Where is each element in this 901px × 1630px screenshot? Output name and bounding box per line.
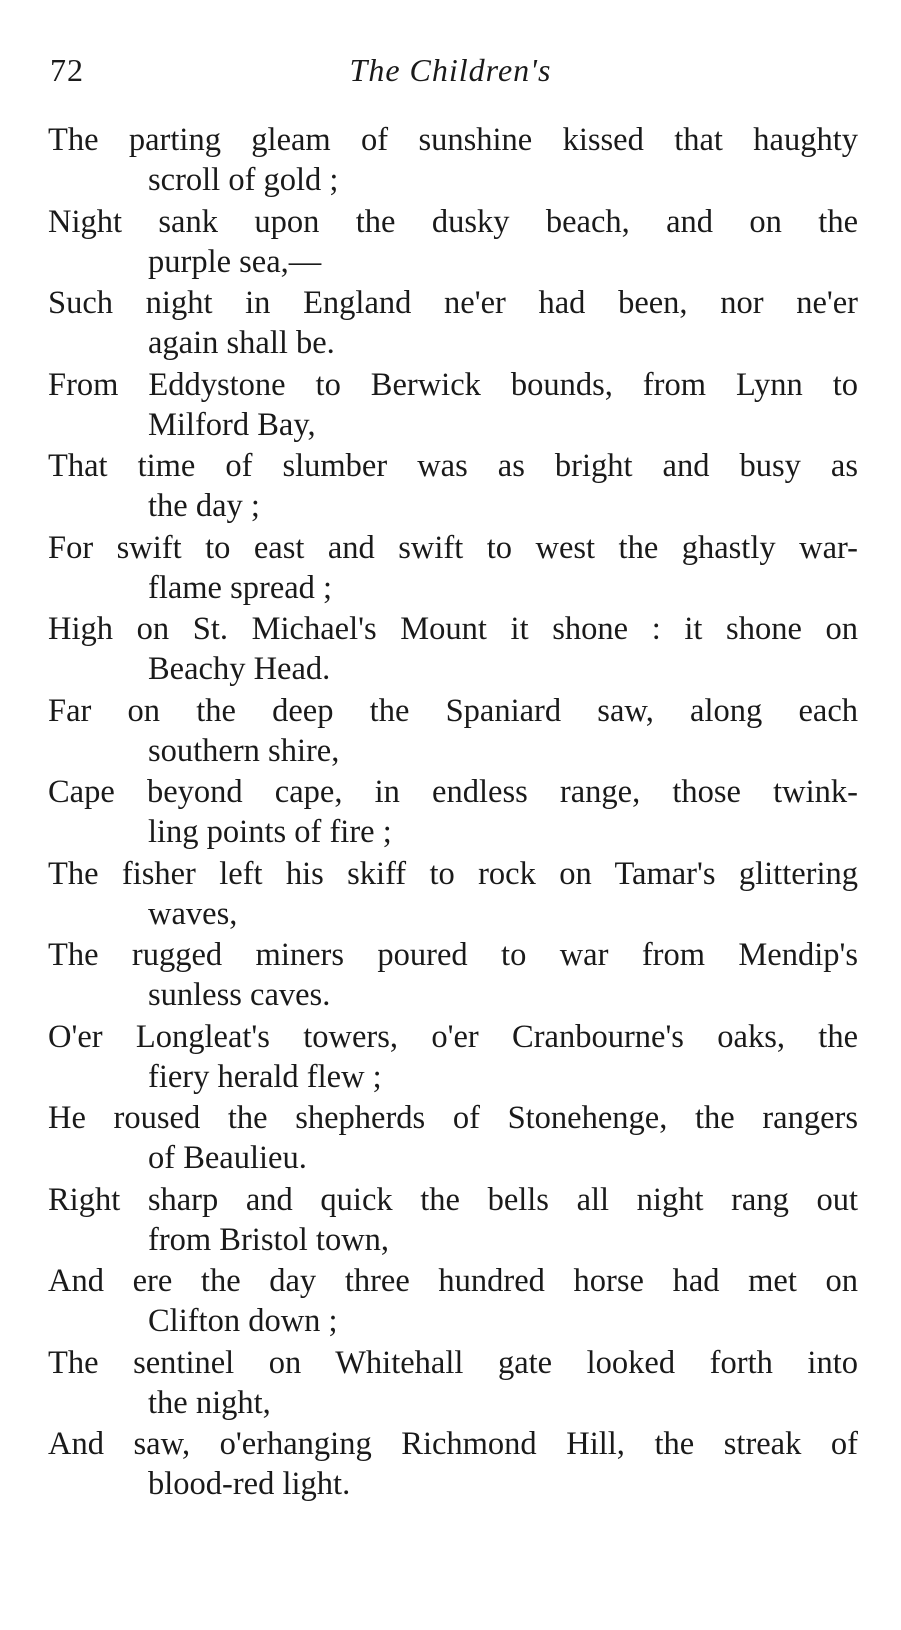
verse-line: For swift to east and swift to west the ghastly war- — [48, 529, 858, 566]
verse — [48, 935, 858, 1017]
verse-continuation: Beachy Head. — [148, 651, 331, 687]
verse — [48, 1180, 858, 1262]
verse-line: The fisher left his skiff to rock on Tamar's glittering — [48, 855, 858, 892]
verse-continuation: waves, — [148, 895, 238, 932]
page-number: 72 — [50, 52, 84, 88]
verse-line: The rugged miners poured to war from Mendip's — [48, 937, 858, 973]
verse-continuation: the day ; — [148, 488, 260, 524]
verse-line: He roused the shepherds of Stonehenge, the rangers — [48, 1100, 858, 1136]
verse — [48, 772, 858, 854]
verse-continuation: sunless caves. — [148, 977, 331, 1013]
verse-continuation: the night, — [148, 1384, 271, 1421]
verse — [48, 609, 858, 691]
verse-continuation: again shall be. — [148, 325, 335, 361]
page-header — [0, 52, 901, 92]
verse-continuation: flame spread ; — [148, 569, 333, 606]
verse — [48, 120, 858, 202]
verse — [48, 528, 858, 610]
poem-body — [48, 120, 858, 1506]
verse-line: Right sharp and quick the bells all night rang out — [48, 1181, 858, 1218]
verse-line: Far on the deep the Spaniard saw, along each — [48, 692, 858, 729]
verse — [48, 1261, 858, 1343]
verse — [48, 1343, 858, 1425]
verse-continuation: blood-red light. — [148, 1466, 351, 1502]
verse-continuation: ling points of fire ; — [148, 814, 392, 850]
verse-line: Cape beyond cape, in endless range, those twink- — [48, 774, 858, 810]
verse — [48, 1017, 858, 1099]
verse — [48, 1098, 858, 1180]
verse — [48, 283, 858, 365]
verse-line: Such night in England ne'er had been, nor ne'er — [48, 285, 858, 321]
verse — [48, 691, 858, 773]
verse-line: High on St. Michael's Mount it shone : it shone on — [48, 611, 858, 647]
verse-line: And saw, o'erhanging Richmond Hill, the streak of — [48, 1426, 858, 1462]
verse-continuation: purple sea,— — [148, 243, 322, 280]
verse-continuation: Clifton down ; — [148, 1303, 338, 1339]
verse-line: The sentinel on Whitehall gate looked forth into — [48, 1344, 858, 1381]
verse-line: From Eddystone to Berwick bounds, from Lynn to — [48, 366, 858, 403]
verse-line: And ere the day three hundred horse had met on — [48, 1263, 858, 1299]
verse-continuation: southern shire, — [148, 732, 340, 769]
verse-line: The parting gleam of sunshine kissed that haughty — [48, 122, 858, 158]
verse-line: Night sank upon the dusky beach, and on the — [48, 203, 858, 240]
verse — [48, 446, 858, 528]
verse-continuation: scroll of gold ; — [148, 162, 339, 198]
verse — [48, 365, 858, 447]
verse-continuation: from Bristol town, — [148, 1221, 390, 1258]
verse — [48, 854, 858, 936]
verse-continuation: fiery herald flew ; — [148, 1058, 382, 1095]
verse-line: O'er Longleat's towers, o'er Cranbourne's oaks, the — [48, 1018, 858, 1055]
verse-continuation: of Beaulieu. — [148, 1140, 307, 1176]
verse — [48, 202, 858, 284]
running-title: The Children's — [349, 52, 552, 88]
verse-line: That time of slumber was as bright and busy as — [48, 448, 858, 484]
verse-continuation: Milford Bay, — [148, 406, 316, 443]
verse — [48, 1424, 858, 1506]
